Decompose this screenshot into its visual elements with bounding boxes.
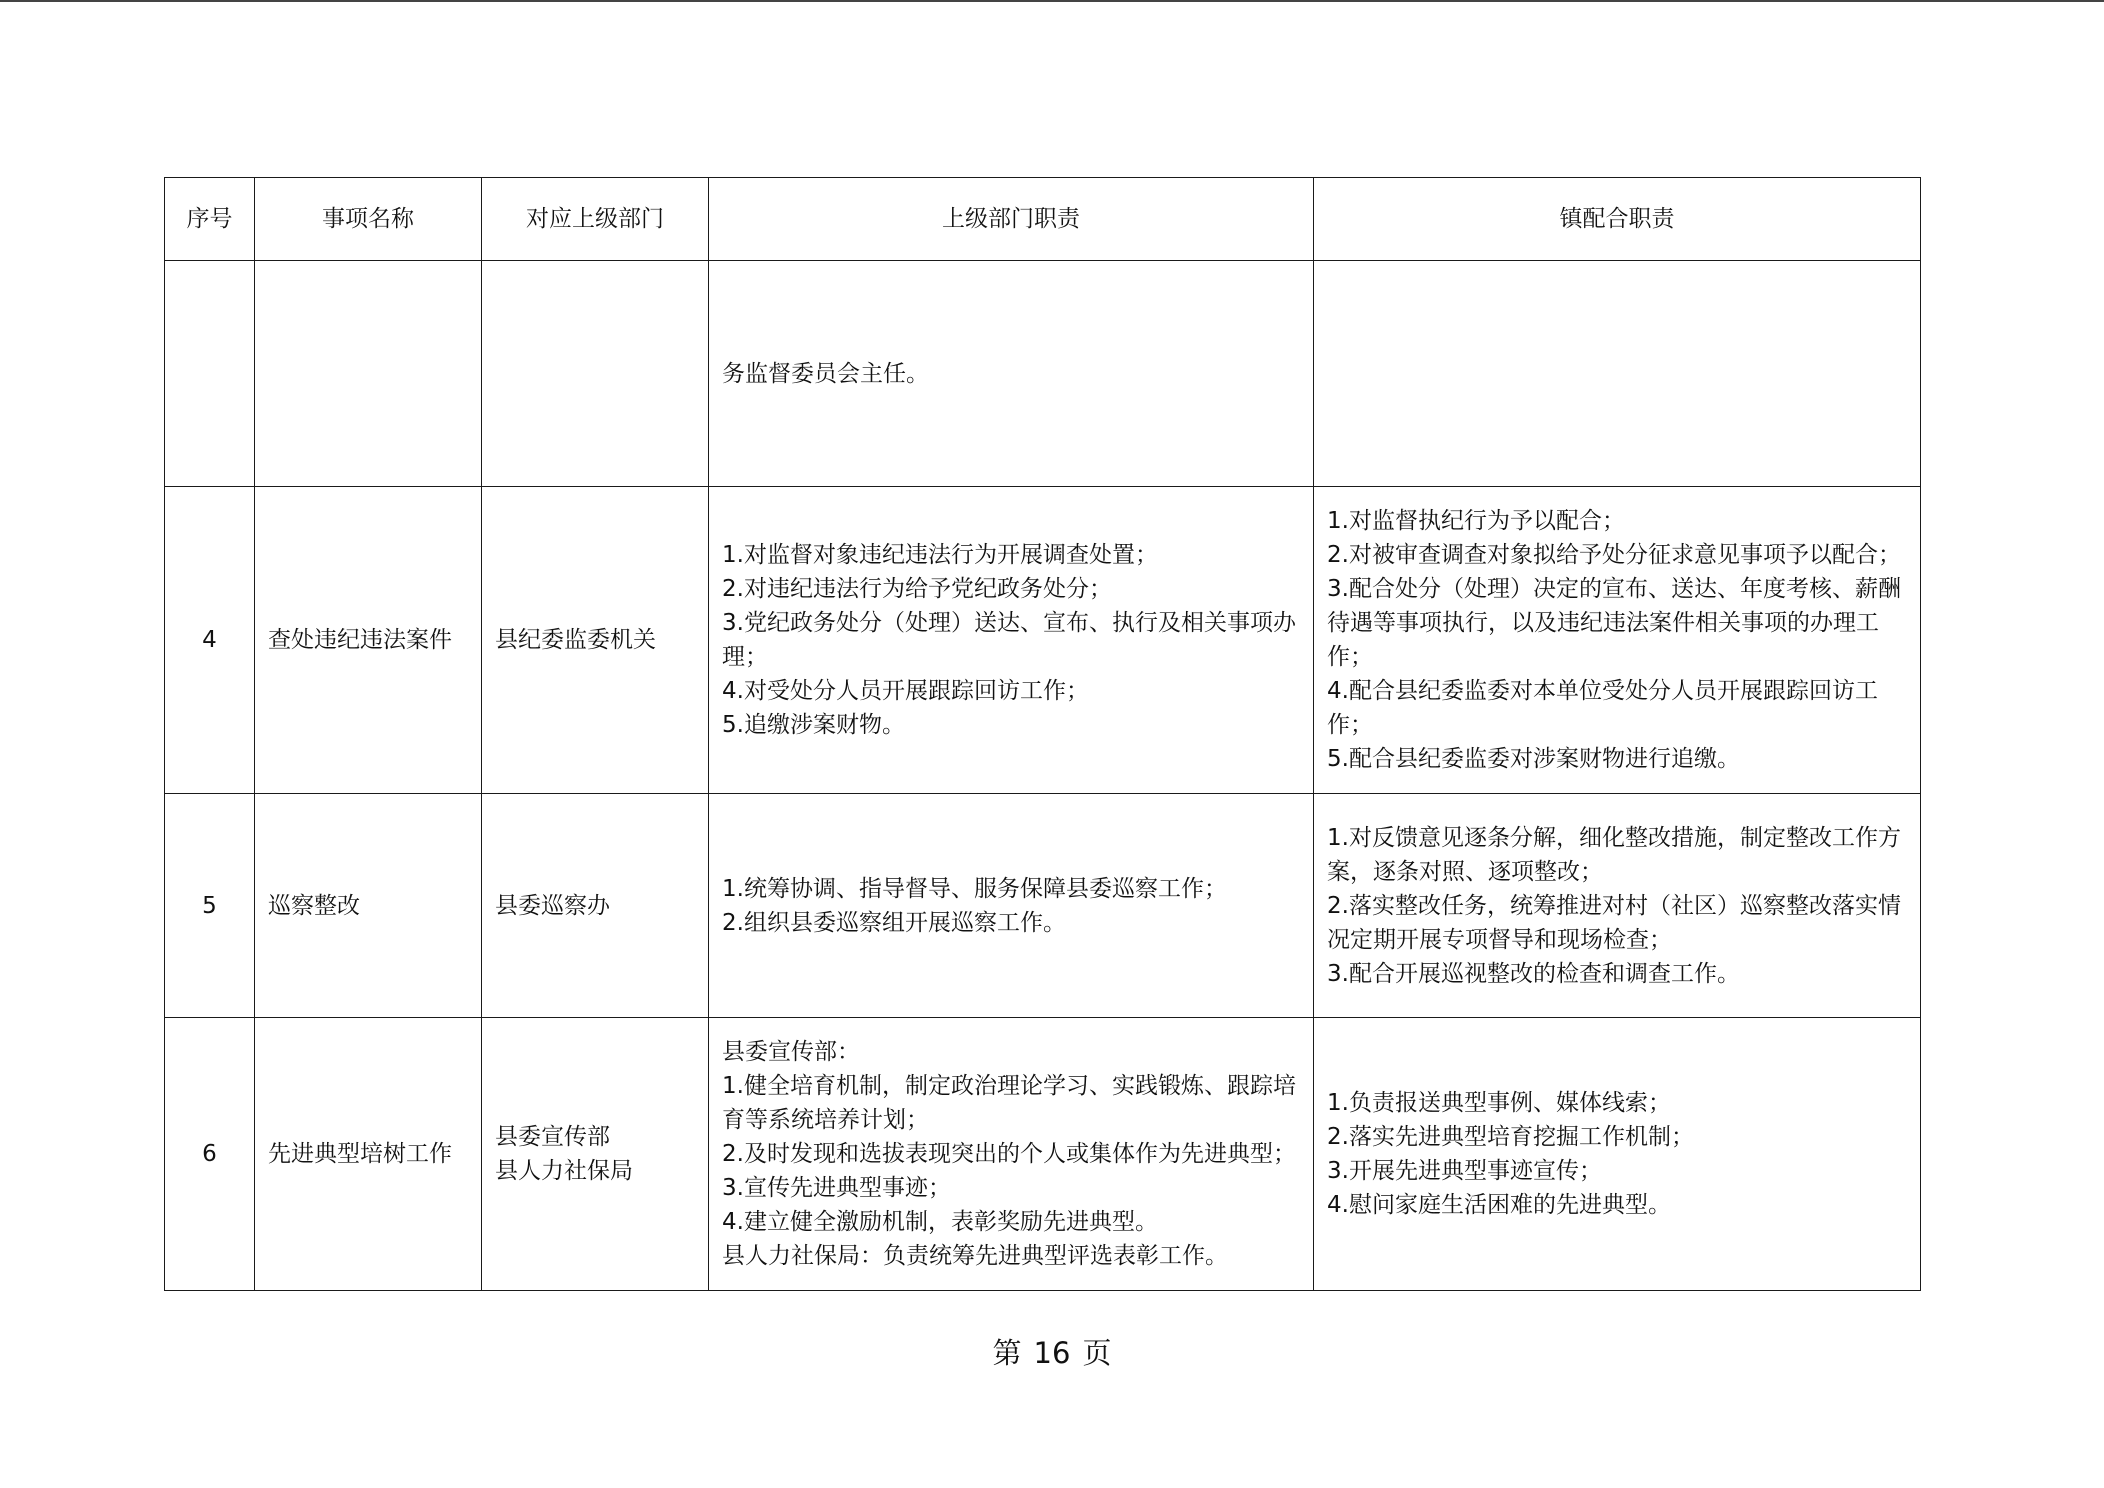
table-row-continuation — [165, 261, 1921, 487]
header-upper-dept: 对应上级部门 — [482, 178, 709, 261]
duty-line: 1.对监督对象违纪违法行为开展调查处置； — [722, 542, 1158, 568]
duty-line: 1.对监督执纪行为予以配合； — [1327, 508, 1625, 534]
table-row — [165, 794, 1921, 1018]
header-item-name: 事项名称 — [255, 178, 482, 261]
dept-line: 县纪委监委机关 — [495, 627, 656, 653]
duty-line: 3.宣传先进典型事迹； — [722, 1175, 951, 1201]
page-top-rule — [0, 0, 2104, 2]
header-no: 序号 — [165, 178, 255, 261]
cell-item-name: 先进典型培树工作 — [255, 1018, 482, 1291]
duty-line: 4.配合县纪委监委对本单位受处分人员开展跟踪回访工作； — [1327, 678, 1878, 738]
duty-line: 2.对违纪违法行为给予党纪政务处分； — [722, 576, 1112, 602]
duty-line: 2.落实先进典型培育挖掘工作机制； — [1327, 1124, 1694, 1150]
cell-item-name: 查处违纪违法案件 — [255, 487, 482, 794]
cell-item-name — [255, 261, 482, 487]
duty-line: 2.组织县委巡察组开展巡察工作。 — [722, 909, 1066, 936]
duty-line: 3.党纪政务处分（处理）送达、宣布、执行及相关事项办理； — [722, 610, 1296, 670]
duty-line: 县委宣传部： — [722, 1039, 860, 1065]
cell-upper-dept — [482, 261, 709, 487]
cell-upper-duty — [709, 487, 1314, 794]
cell-no — [165, 261, 255, 487]
duty-line: 3.配合开展巡视整改的检查和调查工作。 — [1327, 960, 1740, 987]
duty-line: 4.建立健全激励机制，表彰奖励先进典型。 — [722, 1209, 1158, 1235]
cell-no: 5 — [165, 794, 255, 1018]
cell-upper-duty — [709, 794, 1314, 1018]
cell-town-duty — [1314, 1018, 1921, 1291]
duty-line: 1.健全培育机制，制定政治理论学习、实践锻炼、跟踪培育等系统培养计划； — [722, 1073, 1296, 1133]
duty-line: 县人力社保局：负责统筹先进典型评选表彰工作。 — [722, 1243, 1228, 1269]
duty-line: 1.对反馈意见逐条分解，细化整改措施，制定整改工作方案，逐条对照、逐项整改； — [1327, 824, 1901, 885]
cell-upper-duty — [709, 1018, 1314, 1291]
table-header-row — [165, 178, 1921, 261]
dept-line: 县人力社保局 — [495, 1158, 633, 1184]
cell-upper-dept — [482, 794, 709, 1018]
duty-line: 务监督委员会主任。 — [722, 360, 929, 387]
cell-no: 4 — [165, 487, 255, 794]
page-number-footer — [0, 1333, 2104, 1373]
header-town-duty: 镇配合职责 — [1314, 178, 1921, 261]
page-suffix: 页 — [1082, 1336, 1112, 1370]
duty-line: 1.负责报送典型事例、媒体线索； — [1327, 1090, 1671, 1116]
dept-line: 县委巡察办 — [495, 892, 610, 919]
table-row — [165, 1018, 1921, 1291]
duty-line: 2.及时发现和选拔表现突出的个人或集体作为先进典型； — [722, 1141, 1296, 1167]
duty-line: 4.慰问家庭生活困难的先进典型。 — [1327, 1192, 1671, 1218]
duty-line: 3.开展先进典型事迹宣传； — [1327, 1158, 1602, 1184]
dept-line: 县委宣传部 — [495, 1124, 610, 1150]
table-row — [165, 487, 1921, 794]
duty-line: 5.追缴涉案财物。 — [722, 712, 905, 738]
cell-upper-duty — [709, 261, 1314, 487]
cell-upper-dept — [482, 487, 709, 794]
duty-line: 1.统筹协调、指导督导、服务保障县委巡察工作； — [722, 875, 1227, 902]
page-prefix: 第 — [992, 1336, 1022, 1370]
page-number: 16 — [1033, 1336, 1071, 1370]
duty-line: 5.配合县纪委监委对涉案财物进行追缴。 — [1327, 746, 1740, 772]
cell-no: 6 — [165, 1018, 255, 1291]
duty-line: 3.配合处分（处理）决定的宣布、送达、年度考核、薪酬待遇等事项执行，以及违纪违法案件相关事项的办理工作； — [1327, 576, 1901, 670]
cell-town-duty — [1314, 261, 1921, 487]
cell-upper-dept — [482, 1018, 709, 1291]
cell-item-name: 巡察整改 — [255, 794, 482, 1018]
duty-table — [164, 177, 1921, 1291]
cell-town-duty — [1314, 794, 1921, 1018]
duty-line: 4.对受处分人员开展跟踪回访工作； — [722, 678, 1089, 704]
header-upper-duty: 上级部门职责 — [709, 178, 1314, 261]
duty-line: 2.对被审查调查对象拟给予处分征求意见事项予以配合； — [1327, 542, 1901, 568]
cell-town-duty — [1314, 487, 1921, 794]
duty-line: 2.落实整改任务，统筹推进对村（社区）巡察整改落实情况定期开展专项督导和现场检查； — [1327, 892, 1901, 953]
